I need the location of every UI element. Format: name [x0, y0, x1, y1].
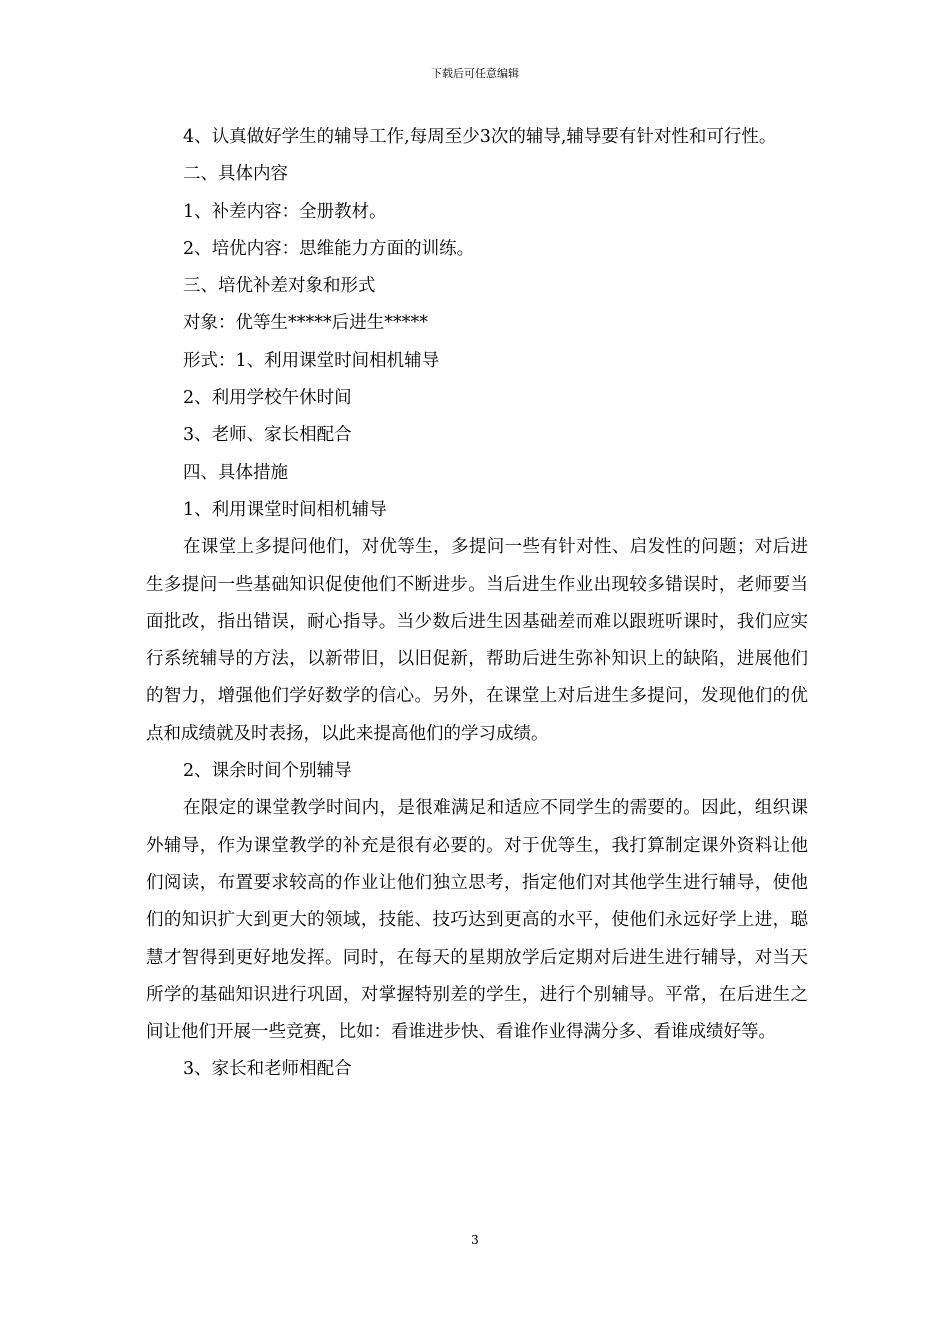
item-form-noon-break: 2、利用学校午休时间 [183, 388, 352, 409]
paragraph-tutoring-requirement: 4、认真做好学生的辅导工作,每周至少3次的辅导,辅导要有针对性和可行性。 [183, 127, 777, 147]
page-header: 下载后可任意编辑 [431, 67, 519, 80]
item-targets: 对象：优等生*****后进生***** [183, 313, 428, 334]
subheading-classroom-tutoring: 1、利用课堂时间相机辅导 [183, 499, 387, 520]
item-form-teacher-parent: 3、老师、家长相配合 [183, 425, 352, 446]
heading-specific-measures: 四、具体措施 [183, 462, 288, 483]
item-form-classroom: 形式：1、利用课堂时间相机辅导 [183, 350, 440, 371]
page-number: 3 [471, 1233, 479, 1247]
heading-targets-and-forms: 三、培优补差对象和形式 [183, 276, 376, 297]
subheading-after-class-tutoring: 2、课余时间个别辅导 [183, 761, 352, 782]
document-body [146, 119, 808, 1089]
item-remedial-content: 1、补差内容：全册教材。 [183, 201, 387, 222]
paragraph-classroom-tutoring: 在课堂上多提问他们，对优等生，多提问一些有针对性、启发性的问题；对后进生多提问一些基础知识促使他们不断进步。当后进生作业出现较多错误时，老师要当面批改，指出错误，耐心指导。当少数后进生因基础差而难以跟班听课时，我们应实行系统辅导的方法，以新带旧，以旧促新，帮助后进生弥补知识上的缺陷，进展他们的智力，增强他们学好数学的信心。另外，在课堂上对后进生多提问，发现他们的优点和成绩就及时表扬，以此来提高他们的学习成绩。 [146, 537, 808, 744]
heading-specific-content: 二、具体内容 [183, 164, 288, 185]
item-enrichment-content: 2、培优内容：思维能力方面的训练。 [183, 238, 475, 259]
subheading-parent-teacher: 3、家长和老师相配合 [183, 1059, 352, 1080]
paragraph-after-class-tutoring: 在限定的课堂教学时间内，是很难满足和适应不同学生的需要的。因此，组织课外辅导，作为课堂教学的补充是很有必要的。对于优等生，我打算制定课外资料让他们阅读，布置要求较高的作业让他们独立思考，指定他们对其他学生进行辅导，使他们的知识扩大到更大的领域，技能、技巧达到更高的水平，使他们永远好学上进，聪慧才智得到更好地发挥。同时，在每天的星期放学后定期对后进生进行辅导，对当天所学的基础知识进行巩固，对掌握特别差的学生，进行个别辅导。平常，在后进生之间让他们开展一些竞赛，比如：看谁进步快、看谁作业得满分多、看谁成绩好等。 [146, 798, 808, 1043]
